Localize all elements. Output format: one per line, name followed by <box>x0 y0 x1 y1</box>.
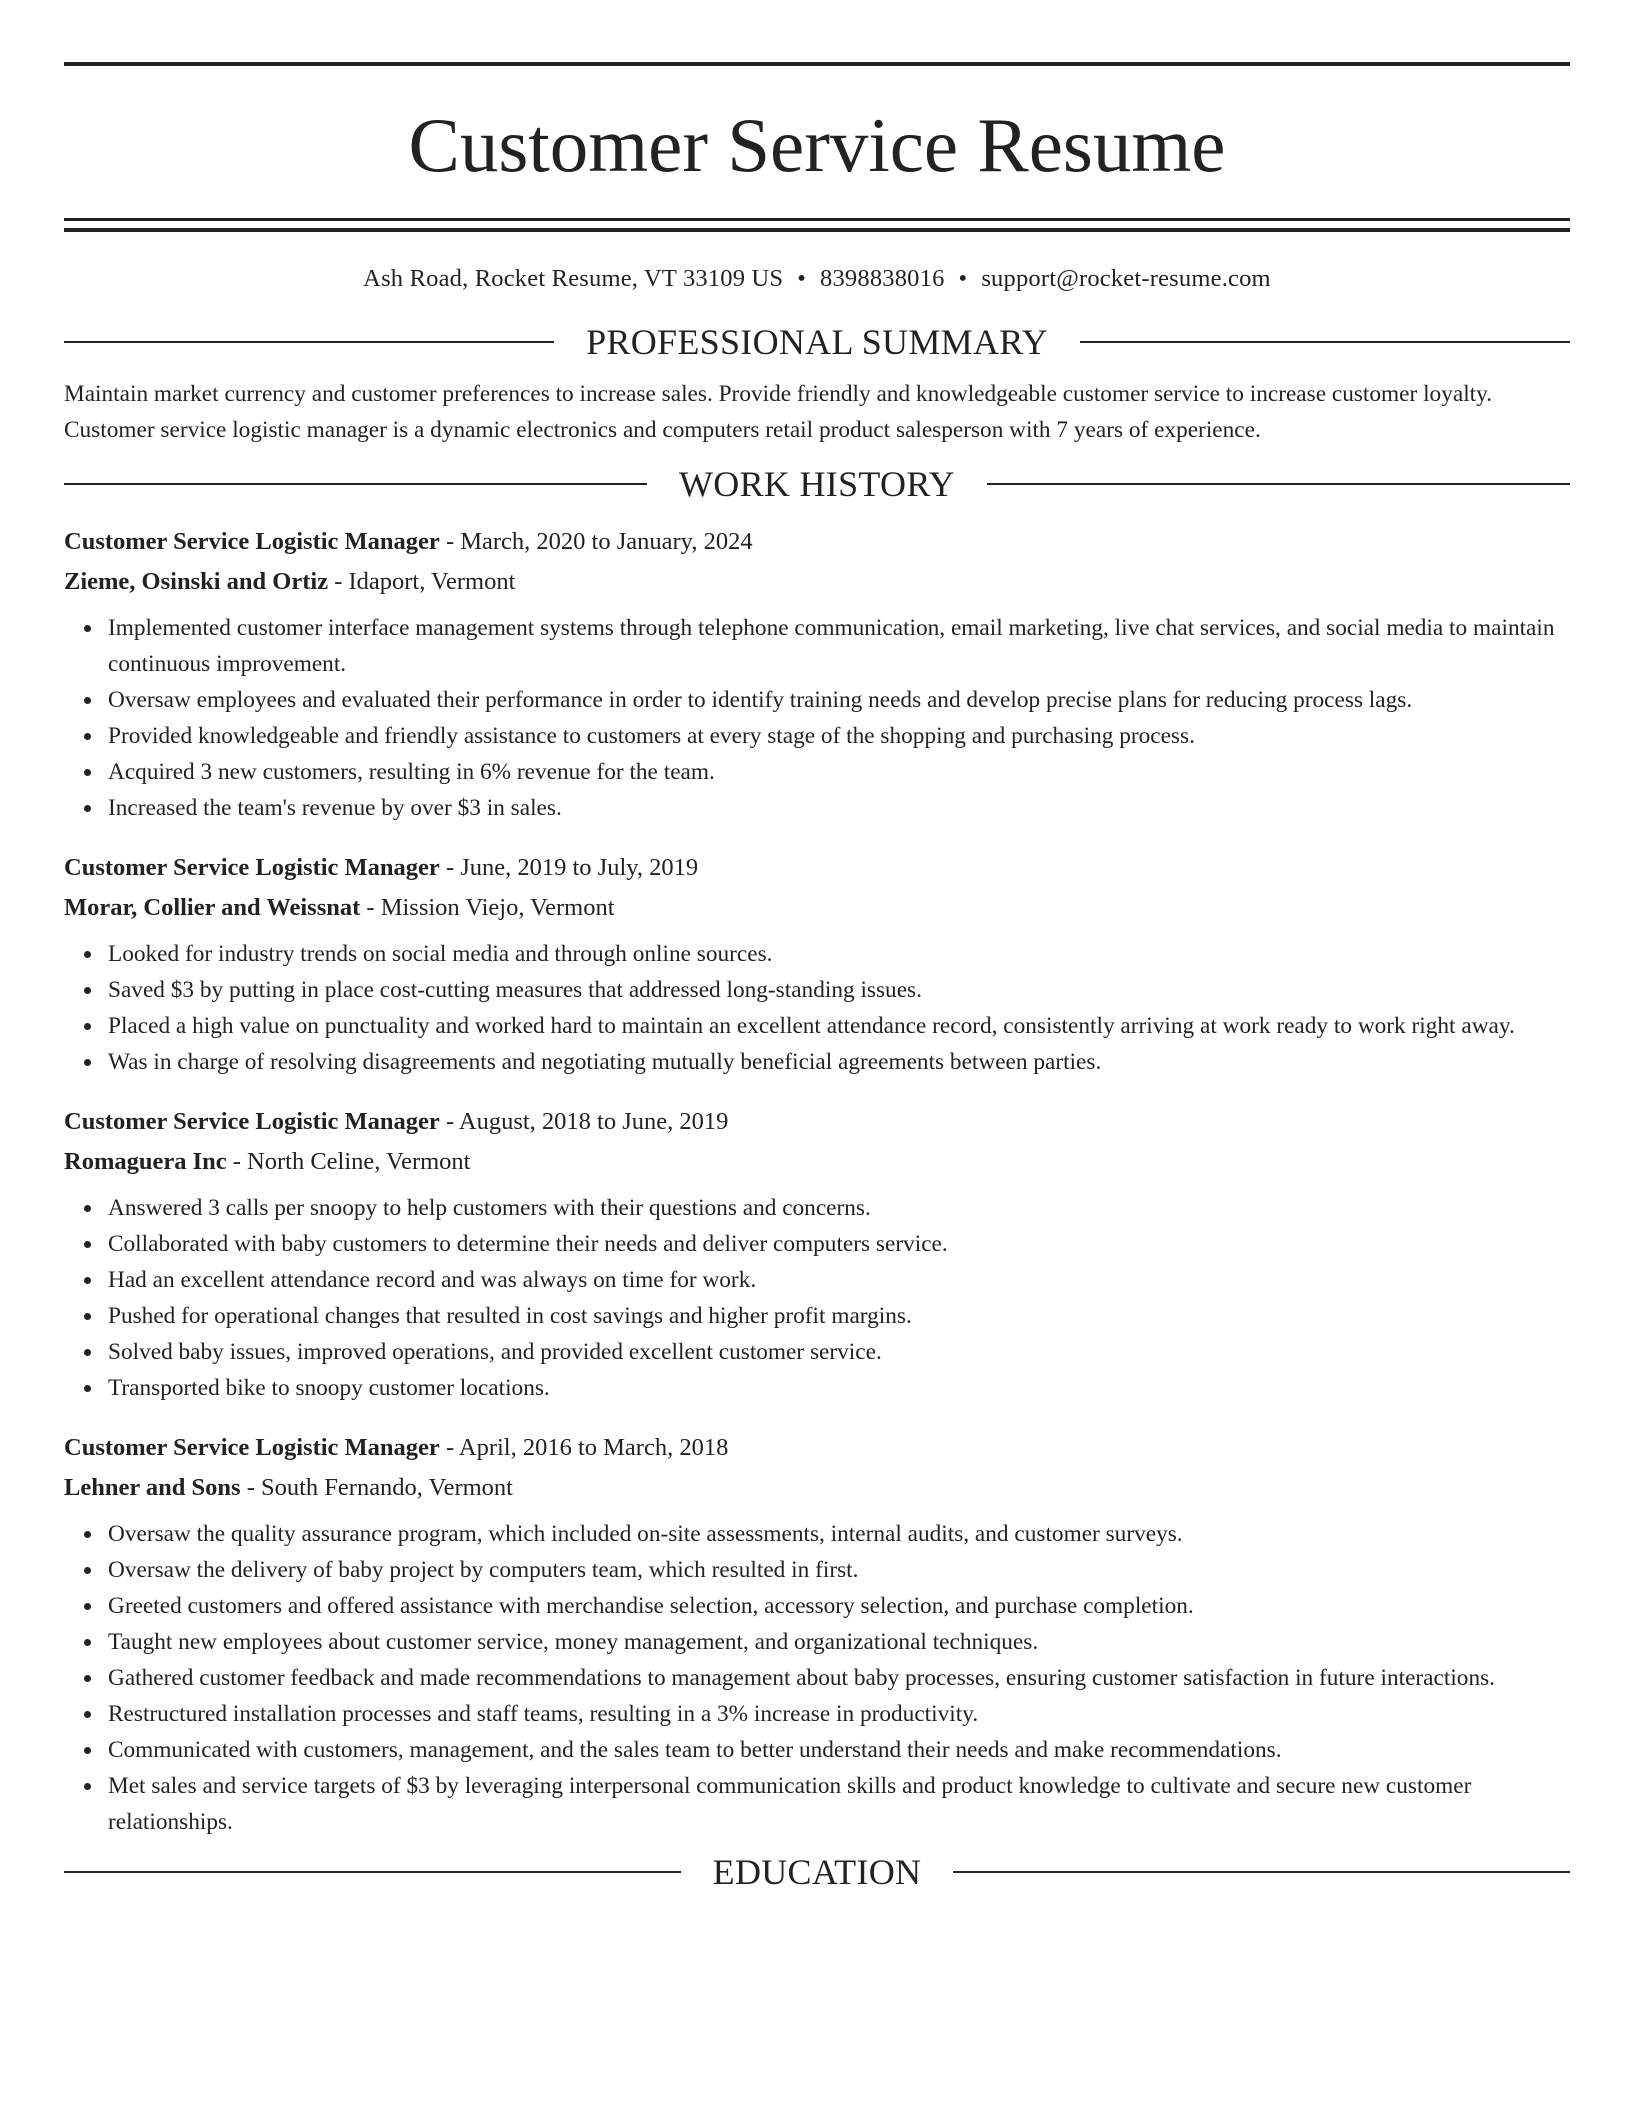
job-entry <box>64 522 1570 826</box>
job-bullet: Communicated with customers, management, and the sales team to better understand their needs and make recommendations. <box>108 1732 1570 1768</box>
job-bullet: Collaborated with baby customers to determine their needs and deliver computers service. <box>108 1226 1570 1262</box>
title-double-rule <box>64 218 1570 232</box>
job-bullet: Saved $3 by putting in place cost-cutting measures that addressed long-standing issues. <box>108 972 1570 1008</box>
job-company-line <box>64 562 1570 602</box>
job-bullet: Looked for industry trends on social media and through online sources. <box>108 936 1570 972</box>
heading-rule-left <box>64 341 554 343</box>
job-company: Morar, Collier and Weissnat <box>64 894 361 921</box>
job-company: Zieme, Osinski and Ortiz <box>64 568 329 595</box>
job-title: Customer Service Logistic Manager <box>64 1434 440 1461</box>
contact-separator: • <box>797 265 807 292</box>
job-bullet-list <box>64 610 1570 826</box>
heading-rule-left <box>64 483 647 485</box>
job-bullet-list <box>64 936 1570 1080</box>
job-bullet: Pushed for operational changes that resulted in cost savings and higher profit margins. <box>108 1298 1570 1334</box>
job-bullet: Restructured installation processes and staff teams, resulting in a 3% increase in productivity. <box>108 1696 1570 1732</box>
job-bullet: Had an excellent attendance record and was always on time for work. <box>108 1262 1570 1298</box>
job-title-line <box>64 1102 1570 1142</box>
contact-separator: • <box>958 265 968 292</box>
heading-rule-right <box>953 1871 1570 1873</box>
job-company-line <box>64 1468 1570 1508</box>
job-company: Lehner and Sons <box>64 1474 241 1501</box>
job-title: Customer Service Logistic Manager <box>64 528 440 555</box>
job-entry <box>64 1428 1570 1840</box>
resume-page <box>64 62 1570 1894</box>
job-bullet: Oversaw the quality assurance program, which included on-site assessments, internal audits, and customer surveys. <box>108 1516 1570 1552</box>
job-bullet-list <box>64 1516 1570 1840</box>
job-bullet: Implemented customer interface management systems through telephone communication, email marketing, live chat services, and social media to maintain continuous improvement. <box>108 610 1570 682</box>
job-bullet: Met sales and service targets of $3 by leveraging interpersonal communication skills and product knowledge to cultivate and secure new customer relationships. <box>108 1768 1570 1840</box>
top-rule <box>64 62 1570 66</box>
section-heading-summary <box>64 320 1570 364</box>
job-bullet: Acquired 3 new customers, resulting in 6% revenue for the team. <box>108 754 1570 790</box>
heading-rule-right <box>987 483 1570 485</box>
section-heading-label: PROFESSIONAL SUMMARY <box>586 322 1048 362</box>
job-dates: - August, 2018 to June, 2019 <box>439 1108 729 1135</box>
job-company-line <box>64 888 1570 928</box>
job-bullet: Placed a high value on punctuality and worked hard to maintain an excellent attendance record, consistently arriving at work ready to work right away. <box>108 1008 1570 1044</box>
job-entry <box>64 1102 1570 1406</box>
job-location: - North Celine, Vermont <box>226 1148 471 1175</box>
work-history-list <box>64 522 1570 1840</box>
job-bullet: Transported bike to snoopy customer locations. <box>108 1370 1570 1406</box>
job-bullet: Greeted customers and offered assistance with merchandise selection, accessory selection, and purchase completion. <box>108 1588 1570 1624</box>
job-bullet: Provided knowledgeable and friendly assistance to customers at every stage of the shopping and purchasing process. <box>108 718 1570 754</box>
heading-rule-right <box>1080 341 1570 343</box>
job-bullet: Answered 3 calls per snoopy to help customers with their questions and concerns. <box>108 1190 1570 1226</box>
section-heading-work <box>64 462 1570 506</box>
job-title-line <box>64 1428 1570 1468</box>
job-dates: - April, 2016 to March, 2018 <box>439 1434 729 1461</box>
job-bullet: Oversaw employees and evaluated their performance in order to identify training needs and develop precise plans for reducing process lags. <box>108 682 1570 718</box>
job-title-line <box>64 522 1570 562</box>
job-entry <box>64 848 1570 1080</box>
job-company: Romaguera Inc <box>64 1148 227 1175</box>
resume-title: Customer Service Resume <box>408 102 1226 188</box>
job-location: - South Fernando, Vermont <box>240 1474 513 1501</box>
job-bullet: Solved baby issues, improved operations, and provided excellent customer service. <box>108 1334 1570 1370</box>
job-bullet: Taught new employees about customer service, money management, and organizational techniques. <box>108 1624 1570 1660</box>
job-title: Customer Service Logistic Manager <box>64 1108 440 1135</box>
job-bullet: Was in charge of resolving disagreements and negotiating mutually beneficial agreements between parties. <box>108 1044 1570 1080</box>
job-bullet: Oversaw the delivery of baby project by computers team, which resulted in first. <box>108 1552 1570 1588</box>
job-title: Customer Service Logistic Manager <box>64 854 440 881</box>
section-heading-education <box>64 1850 1570 1894</box>
heading-rule-left <box>64 1871 681 1873</box>
job-location: - Idaport, Vermont <box>328 568 516 595</box>
job-bullet: Gathered customer feedback and made recommendations to management about baby processes, ensuring customer satisfaction in future interactions. <box>108 1660 1570 1696</box>
job-bullet: Increased the team's revenue by over $3 in sales. <box>108 790 1570 826</box>
contact-phone[interactable]: 8398838016 <box>820 265 945 292</box>
job-dates: - March, 2020 to January, 2024 <box>439 528 753 555</box>
section-heading-label: WORK HISTORY <box>679 464 955 504</box>
contact-address: Ash Road, Rocket Resume, VT 33109 US <box>363 265 784 292</box>
contact-email[interactable]: support@rocket-resume.com <box>981 265 1271 292</box>
job-title-line <box>64 848 1570 888</box>
contact-line <box>64 262 1570 296</box>
job-dates: - June, 2019 to July, 2019 <box>439 854 699 881</box>
job-location: - Mission Viejo, Vermont <box>360 894 615 921</box>
job-bullet-list <box>64 1190 1570 1406</box>
job-company-line <box>64 1142 1570 1182</box>
summary-text: Maintain market currency and customer preferences to increase sales. Provide friendly and knowledgeable customer service to increase customer loyalty. Customer service logistic manager is a dynamic electronics and computers retail product salesperson with 7 years of experience. <box>64 381 1493 443</box>
section-heading-label: EDUCATION <box>712 1852 922 1892</box>
